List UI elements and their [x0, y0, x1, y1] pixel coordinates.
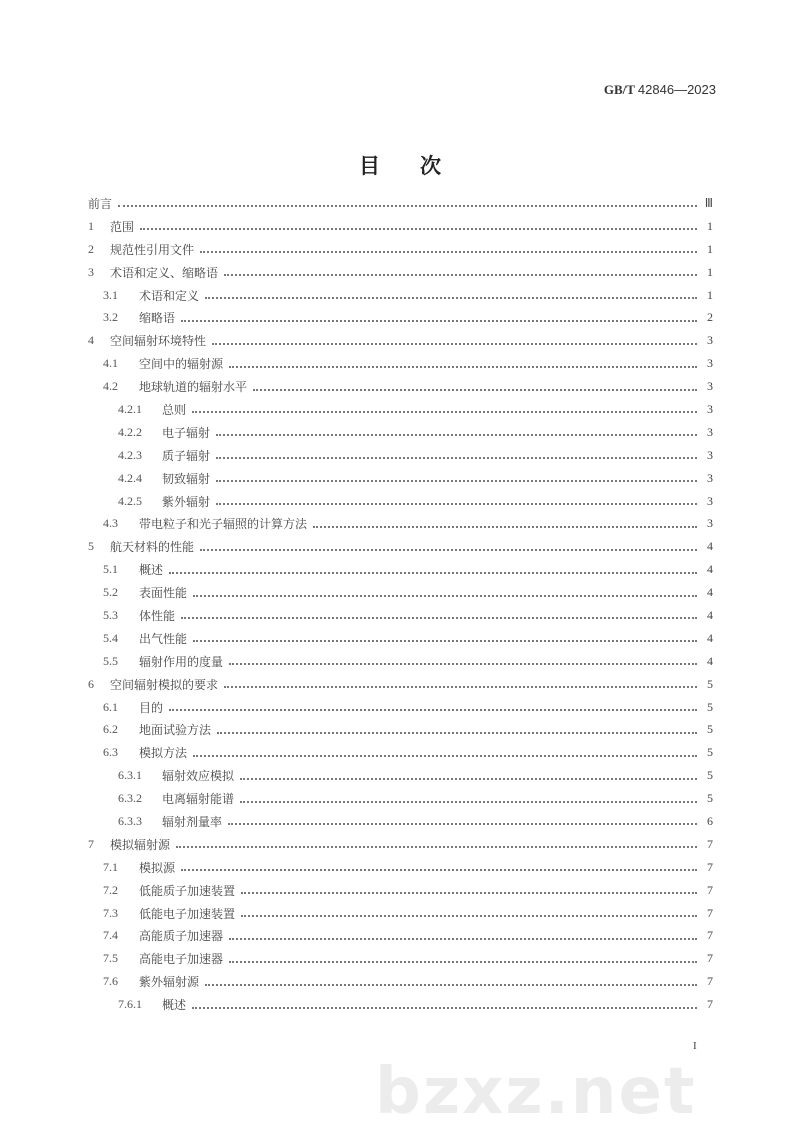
toc-entry[interactable]	[88, 398, 713, 421]
dot-leader	[313, 526, 697, 528]
toc-entry-page: 4	[707, 539, 713, 554]
page-title: 目次	[359, 153, 481, 178]
toc-entry-number: 5.4	[103, 630, 118, 645]
toc-entry[interactable]	[88, 764, 713, 787]
toc-entry-title: 目的	[139, 700, 164, 715]
toc-entry-page: 7	[707, 859, 713, 874]
toc-entry-page: 4	[707, 630, 713, 645]
toc-entry-page: 3	[707, 516, 713, 531]
toc-entry-page: 4	[707, 562, 713, 577]
toc-entry[interactable]	[88, 947, 713, 970]
toc-entry-title: 质子辐射	[162, 448, 211, 463]
dot-leader	[241, 892, 697, 894]
table-of-contents	[88, 192, 713, 1016]
toc-entry-page: 4	[707, 585, 713, 600]
toc-entry-title: 空间中的辐射源	[139, 357, 224, 372]
toc-entry-number: 4.2	[103, 379, 118, 394]
toc-entry-page: 1	[707, 218, 713, 233]
toc-entry-number: 6.2	[103, 722, 118, 737]
dot-leader	[241, 915, 697, 917]
dot-leader	[240, 778, 697, 780]
toc-entry-page: 5	[707, 745, 713, 760]
toc-entry-page: 3	[707, 424, 713, 439]
toc-entry-number: 7.3	[103, 905, 118, 920]
toc-entry-number: 6	[88, 676, 94, 691]
toc-entry[interactable]	[88, 696, 713, 719]
toc-entry-number: 7.6.1	[118, 997, 142, 1012]
dot-leader	[205, 984, 697, 986]
toc-entry-number: 4	[88, 333, 94, 348]
watermark: bzxz.net	[375, 1055, 697, 1129]
toc-entry-page: 4	[707, 607, 713, 622]
toc-entry-number: 4.2.2	[118, 424, 142, 439]
toc-entry-title: 出气性能	[139, 631, 188, 646]
toc-entry-title: 高能电子加速器	[139, 952, 224, 967]
toc-entry-page: 7	[707, 951, 713, 966]
toc-entry-page: 6	[707, 813, 713, 828]
dot-leader	[216, 434, 697, 436]
toc-entry-title: 低能电子加速装置	[139, 906, 236, 921]
dot-leader	[118, 205, 697, 207]
toc-entry[interactable]	[88, 352, 713, 375]
toc-entry-number: 7	[88, 836, 94, 851]
dot-leader	[224, 274, 697, 276]
toc-entry-title: 模拟辐射源	[110, 837, 171, 852]
toc-entry[interactable]	[88, 215, 713, 238]
dot-leader	[181, 320, 697, 322]
dot-leader	[200, 251, 697, 253]
toc-entry-page: 3	[707, 401, 713, 416]
toc-entry-title: 紫外辐射	[162, 494, 211, 509]
dot-leader	[200, 549, 697, 551]
toc-entry[interactable]	[88, 993, 713, 1016]
toc-entry-page: 3	[707, 470, 713, 485]
dot-leader	[216, 503, 697, 505]
dot-leader	[176, 846, 697, 848]
toc-entry-page: 4	[707, 653, 713, 668]
toc-entry-title: 表面性能	[139, 586, 188, 601]
toc-entry[interactable]	[88, 375, 713, 398]
toc-entry-title: 高能质子加速器	[139, 929, 224, 944]
toc-entry-number: 1	[88, 218, 94, 233]
toc-entry-number: 5.3	[103, 607, 118, 622]
standard-number: 42846—2023	[637, 82, 716, 97]
toc-entry[interactable]	[88, 421, 713, 444]
toc-entry[interactable]	[88, 490, 713, 513]
toc-entry-number: 6.1	[103, 699, 118, 714]
toc-entry-page: 7	[707, 836, 713, 851]
toc-entry[interactable]	[88, 284, 713, 307]
dot-leader	[217, 732, 697, 734]
toc-entry-page: 5	[707, 768, 713, 783]
dot-leader	[192, 411, 697, 413]
toc-entry-title: 总则	[162, 402, 187, 417]
dot-leader	[181, 617, 697, 619]
toc-entry-page: 5	[707, 722, 713, 737]
toc-entry-number: 6.3.3	[118, 813, 142, 828]
toc-entry[interactable]	[88, 581, 713, 604]
toc-entry-number: 7.6	[103, 974, 118, 989]
toc-entry-title: 空间辐射环境特性	[110, 334, 207, 349]
dot-leader	[193, 595, 697, 597]
toc-entry-title: 前言	[88, 196, 113, 211]
toc-entry-title: 紫外辐射源	[139, 975, 200, 990]
toc-entry-number: 4.3	[103, 516, 118, 531]
toc-entry-title: 辐射作用的度量	[139, 654, 224, 669]
toc-entry-page: 1	[707, 264, 713, 279]
toc-entry-title: 术语和定义、缩略语	[110, 265, 219, 280]
toc-entry-title: 低能质子加速装置	[139, 883, 236, 898]
toc-entry-page: 1	[707, 287, 713, 302]
dot-leader	[229, 663, 697, 665]
toc-entry-page: 3	[707, 447, 713, 462]
standard-prefix: GB/T	[603, 82, 635, 97]
toc-entry[interactable]	[88, 741, 713, 764]
toc-entry-page: 7	[707, 905, 713, 920]
dot-leader	[205, 297, 697, 299]
toc-entry[interactable]	[88, 604, 713, 627]
toc-entry-number: 7.4	[103, 928, 118, 943]
toc-entry-title: 体性能	[139, 608, 176, 623]
toc-entry[interactable]	[88, 329, 713, 352]
toc-entry-number: 4.2.5	[118, 493, 142, 508]
toc-entry-title: 辐射剂量率	[162, 814, 223, 829]
toc-entry-title: 空间辐射模拟的要求	[110, 677, 219, 692]
toc-entry-page: 5	[707, 791, 713, 806]
toc-entry[interactable]	[88, 970, 713, 993]
toc-entry[interactable]	[88, 879, 713, 902]
toc-entry-page: 1	[707, 241, 713, 256]
toc-entry-number: 3.1	[103, 287, 118, 302]
toc-entry[interactable]	[88, 925, 713, 948]
toc-entry-number: 6.3.2	[118, 791, 142, 806]
toc-entry-number: 3.2	[103, 310, 118, 325]
toc-entry-page: 3	[707, 333, 713, 348]
toc-entry[interactable]	[88, 650, 713, 673]
toc-entry-title: 电子辐射	[162, 425, 211, 440]
toc-entry-number: 5.1	[103, 562, 118, 577]
page-number: I	[693, 1040, 697, 1052]
toc-entry-number: 4.1	[103, 356, 118, 371]
toc-entry[interactable]	[88, 856, 713, 879]
toc-entry-page: 3	[707, 356, 713, 371]
dot-leader	[140, 228, 697, 230]
toc-entry-number: 6.3.1	[118, 768, 142, 783]
toc-entry[interactable]	[88, 535, 713, 558]
dot-leader	[229, 961, 697, 963]
dot-leader	[224, 686, 697, 688]
toc-entry[interactable]	[88, 467, 713, 490]
toc-entry-title: 电离辐射能谱	[162, 792, 235, 807]
toc-entry-page: Ⅲ	[704, 195, 713, 210]
toc-entry[interactable]	[88, 192, 713, 215]
toc-entry-number: 7.2	[103, 882, 118, 897]
toc-entry-title: 航天材料的性能	[110, 540, 195, 555]
toc-entry-title: 范围	[110, 219, 135, 234]
standard-code-header	[604, 82, 716, 98]
toc-entry-title: 缩略语	[139, 311, 176, 326]
toc-entry-number: 5.5	[103, 653, 118, 668]
toc-entry-page: 5	[707, 699, 713, 714]
toc-entry[interactable]	[88, 261, 713, 284]
toc-entry-page: 2	[707, 310, 713, 325]
toc-entry-number: 7.5	[103, 951, 118, 966]
toc-entry-page: 7	[707, 882, 713, 897]
toc-entry-title: 辐射效应模拟	[162, 769, 235, 784]
toc-entry[interactable]	[88, 787, 713, 810]
dot-leader	[253, 389, 697, 391]
toc-entry-number: 6.3	[103, 745, 118, 760]
toc-entry-title: 概述	[162, 998, 187, 1013]
toc-entry-title: 地球轨道的辐射水平	[139, 380, 248, 395]
toc-entry-page: 3	[707, 379, 713, 394]
dot-leader	[192, 1007, 697, 1009]
toc-entry[interactable]	[88, 512, 713, 535]
dot-leader	[229, 366, 697, 368]
toc-entry[interactable]	[88, 627, 713, 650]
toc-entry-page: 5	[707, 676, 713, 691]
toc-entry-title: 带电粒子和光子辐照的计算方法	[139, 517, 308, 532]
dot-leader	[181, 869, 697, 871]
toc-entry-number: 5.2	[103, 585, 118, 600]
toc-entry-number: 2	[88, 241, 94, 256]
toc-entry-page: 3	[707, 493, 713, 508]
toc-entry[interactable]	[88, 718, 713, 741]
dot-leader	[216, 457, 697, 459]
toc-entry-number: 4.2.1	[118, 401, 142, 416]
toc-entry-number: 5	[88, 539, 94, 554]
dot-leader	[193, 640, 697, 642]
toc-entry-title: 韧致辐射	[162, 471, 211, 486]
dot-leader	[169, 572, 697, 574]
toc-entry[interactable]	[88, 306, 713, 329]
toc-entry-page: 7	[707, 928, 713, 943]
dot-leader	[228, 823, 697, 825]
toc-entry[interactable]	[88, 833, 713, 856]
toc-entry[interactable]	[88, 444, 713, 467]
toc-entry-page: 7	[707, 997, 713, 1012]
toc-entry-page: 7	[707, 974, 713, 989]
dot-leader	[212, 343, 697, 345]
dot-leader	[216, 480, 697, 482]
toc-entry-title: 规范性引用文件	[110, 242, 195, 257]
toc-entry[interactable]	[88, 238, 713, 261]
toc-entry[interactable]	[88, 558, 713, 581]
dot-leader	[240, 801, 697, 803]
toc-entry-title: 模拟源	[139, 860, 176, 875]
toc-entry-title: 模拟方法	[139, 746, 188, 761]
dot-leader	[169, 709, 697, 711]
toc-entry-title: 地面试验方法	[139, 723, 212, 738]
toc-entry[interactable]	[88, 673, 713, 696]
dot-leader	[193, 755, 697, 757]
toc-entry[interactable]	[88, 810, 713, 833]
toc-entry[interactable]	[88, 902, 713, 925]
toc-entry-number: 7.1	[103, 859, 118, 874]
toc-entry-title: 术语和定义	[139, 288, 200, 303]
toc-entry-number: 4.2.3	[118, 447, 142, 462]
toc-entry-title: 概述	[139, 563, 164, 578]
toc-entry-number: 3	[88, 264, 94, 279]
dot-leader	[229, 938, 697, 940]
toc-entry-number: 4.2.4	[118, 470, 142, 485]
